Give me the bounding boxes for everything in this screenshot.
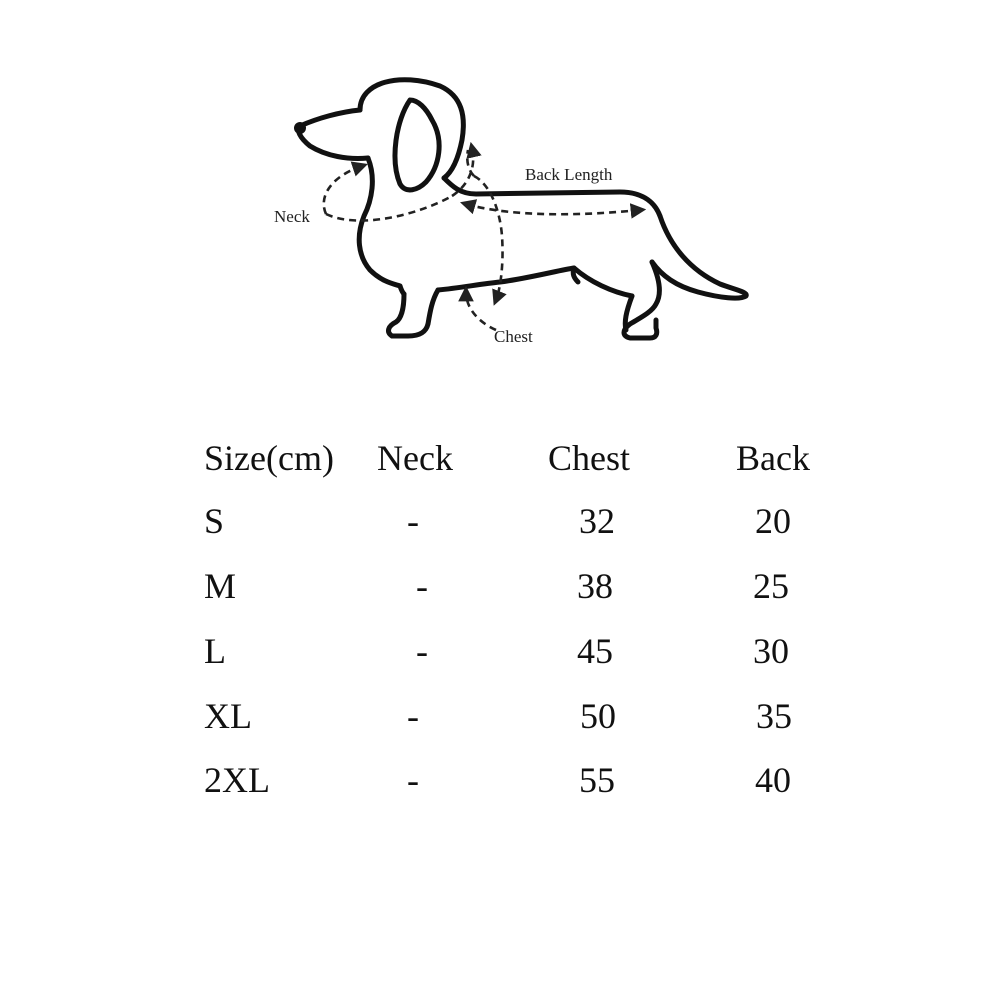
- row-chest-2xl: 55: [579, 760, 615, 800]
- row-size-2xl: 2XL: [204, 760, 270, 800]
- row-size-s: S: [204, 501, 225, 541]
- row-neck-l: -: [416, 631, 428, 671]
- row-chest-xl: 50: [580, 696, 616, 736]
- row-back-s: 20: [755, 501, 791, 541]
- row-back-xl: 35: [756, 696, 792, 736]
- row-chest-m: 38: [577, 566, 613, 606]
- row-back-2xl: 40: [755, 760, 791, 800]
- row-back-l: 30: [753, 631, 789, 671]
- back-length-label: Back Length: [525, 165, 613, 184]
- header-back: Back: [736, 438, 810, 478]
- row-neck-2xl: -: [407, 760, 419, 800]
- neck-label: Neck: [274, 207, 310, 226]
- header-chest: Chest: [548, 438, 631, 478]
- row-neck-m: -: [416, 566, 428, 606]
- row-chest-l: 45: [577, 631, 613, 671]
- row-neck-s: -: [407, 501, 419, 541]
- row-chest-s: 32: [579, 501, 615, 541]
- header-size: Size(cm): [204, 438, 334, 478]
- header-neck: Neck: [377, 438, 453, 478]
- row-size-xl: XL: [204, 696, 252, 736]
- row-neck-xl: -: [407, 696, 419, 736]
- row-size-m: M: [204, 566, 237, 606]
- chest-label: Chest: [494, 327, 533, 346]
- row-size-l: L: [204, 631, 226, 671]
- row-back-m: 25: [753, 566, 789, 606]
